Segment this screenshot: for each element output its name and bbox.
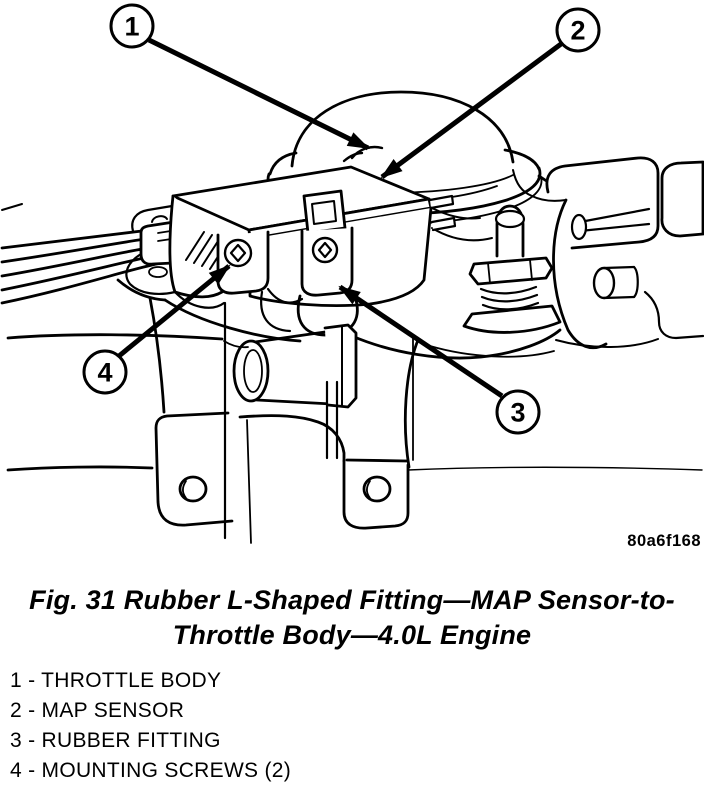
map-sensor (170, 167, 455, 308)
callout-2-arrow (382, 44, 561, 177)
callout-3-number: 3 (510, 397, 526, 428)
legend-item-3: 3 - RUBBER FITTING (10, 729, 221, 752)
callout-1-number: 1 (124, 11, 140, 42)
callout-1-arrow (149, 40, 368, 148)
callout-4-number: 4 (97, 357, 113, 388)
legend-item-4: 4 - MOUNTING SCREWS (2) (10, 759, 292, 782)
figure-caption-line2: Throttle Body—4.0L Engine (172, 620, 532, 650)
engine-line-art (2, 92, 703, 543)
throttle-linkage (532, 158, 703, 412)
figure-caption (0, 583, 704, 653)
legend-item-1: 1 - THROTTLE BODY (10, 669, 222, 692)
bracket-hole-left (180, 477, 206, 501)
bracket-hole-right (364, 477, 390, 501)
figure-caption-line1: Fig. 31 Rubber L-Shaped Fitting—MAP Sensor-to- (29, 585, 675, 615)
figure-legend (10, 666, 704, 786)
vacuum-fitting (464, 206, 560, 332)
figure-image-code: 80a6f168 (627, 532, 701, 550)
legend-item-2: 2 - MAP SENSOR (10, 699, 185, 722)
callout-2-number: 2 (570, 15, 586, 46)
callout-1 (111, 5, 368, 148)
sensor-port (304, 191, 345, 233)
